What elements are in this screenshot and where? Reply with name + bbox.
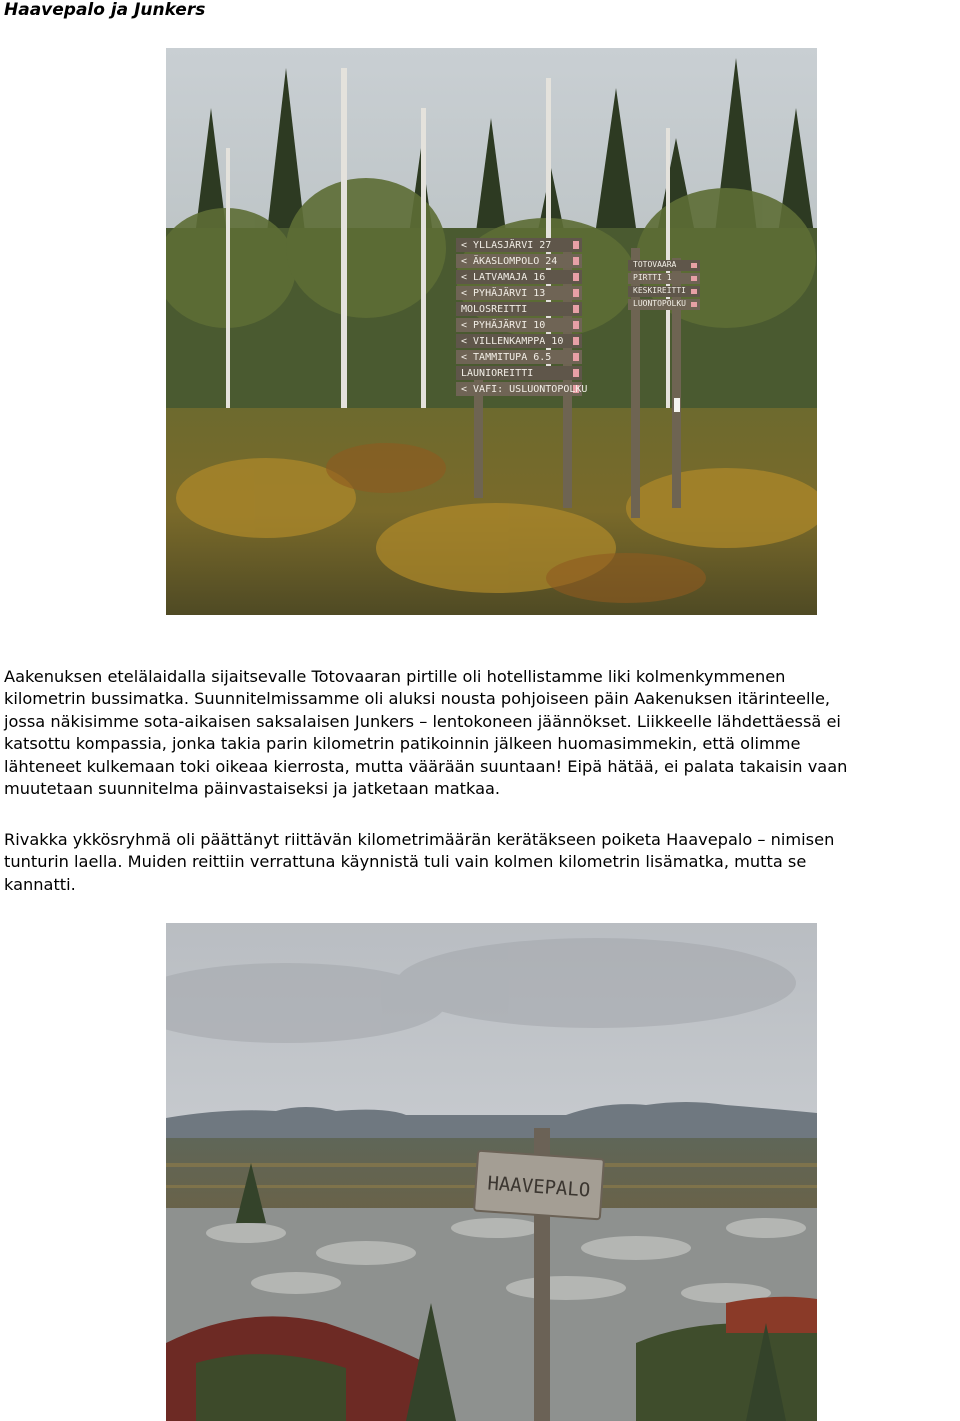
trail-sign-left-marker: [573, 321, 579, 329]
trail-sign-right-text: LUONTOPOLKU: [633, 299, 686, 308]
trail-sign-right-marker: [691, 302, 697, 307]
paragraph-line: muutetaan suunnitelma päinvastaiseksi ja jatketaan matkaa.: [4, 779, 501, 799]
trail-sign-left-text: < VAFI: USLUONTOPOLKU: [461, 384, 588, 395]
trail-sign-left-marker: [573, 241, 579, 249]
paragraph-line: kannatti.: [4, 874, 76, 894]
trail-sign-left-marker: [573, 257, 579, 265]
paragraph-2: [4, 829, 960, 896]
trail-sign-left-marker: [573, 337, 579, 345]
trail-sign-right-text: PIRTTI 1: [633, 273, 672, 282]
haavepalo-fell-photo: [166, 923, 817, 1421]
trail-sign-right-marker: [691, 263, 697, 268]
trail-sign-right-marker: [691, 289, 697, 294]
trail-sign-left-marker: [573, 289, 579, 297]
trail-sign-right-marker: [691, 276, 697, 281]
trail-sign-left-marker: [573, 369, 579, 377]
trail-sign-left-marker: [573, 305, 579, 313]
trail-sign-left-marker: [573, 273, 579, 281]
paragraph-line: jossa näkisimme sota-aikaisen saksalaisen Junkers – lentokoneen jäännökset. Liikkeelle lähdettäessä ei: [4, 711, 841, 731]
paragraph-1: [4, 666, 960, 800]
trail-sign-left-text: LAUNIOREITTI: [461, 368, 534, 379]
paragraph-line: kilometrin bussimatka. Suunnitelmissamme oli aluksi nousta pohjoiseen päin Aakenuksen itärinteelle,: [4, 689, 831, 709]
haavepalo-sign-text: HAAVEPALO: [486, 1172, 591, 1202]
trail-sign-left-text: < PYHÄJÄRVI 13: [461, 288, 546, 299]
trail-sign-left-text: < LATVAMAJA 16: [461, 272, 546, 283]
trail-sign-left-text: < PYHÄJÄRVI 10: [461, 320, 546, 331]
trail-sign-right-text: KESKIREITTI: [633, 286, 686, 295]
trail-sign-right-text: TOTOVAARA: [633, 260, 677, 269]
trail-sign-left-text: < VILLENKAMPPA 10: [461, 336, 564, 347]
paragraph-line: lähteneet kulkemaan toki oikeaa kierrosta, mutta väärään suuntaan! Eipä hätää, ei palata takaisin vaan: [4, 756, 848, 776]
paragraph-line: Rivakka ykkösryhmä oli päättänyt riittävän kilometrimäärän kerätäkseen poiketa Haavepalo – nimisen: [4, 830, 835, 849]
paragraph-line: Aakenuksen etelälaidalla sijaitsevalle Totovaaran pirtille oli hotellistamme liki kolmenkymmenen: [4, 667, 786, 686]
trail-sign-left-text: < YLLASJÄRVI 27: [461, 240, 552, 251]
forest-trail-signs-photo: [166, 48, 817, 615]
paragraph-line: tunturin laella. Muiden reittiin verrattuna käynnistä tuli vain kolmen kilometrin lisämatka, mutta se: [4, 852, 807, 872]
trail-sign-left-text: < TAMMITUPA 6.5: [461, 352, 552, 363]
trail-sign-left-text: MOLOSREITTI: [461, 304, 528, 315]
document-title: Haavepalo ja Junkers: [4, 0, 206, 20]
trail-sign-left-marker: [573, 353, 579, 361]
paragraph-line: katsottu kompassia, jonka takia parin kilometrin patikoinnin jälkeen huomasimmekin, että olimme: [4, 734, 801, 754]
trail-sign-left-text: < ÄKASLOMPOLO 24: [461, 256, 558, 267]
